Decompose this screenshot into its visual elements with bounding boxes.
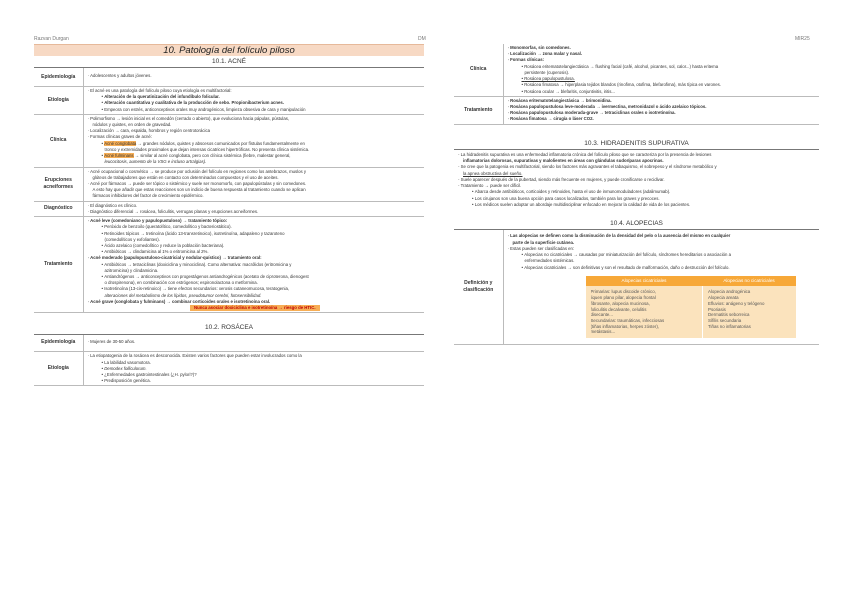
- text-line: - La etiopatogenia de la rosácea es desconocida. Existen varios factores que pueden estar involucrados como la: [88, 353, 423, 359]
- text-line: - Polimorfismo → lesión inicial es el comedón (cerrado o abierto), que evoluciona hacia pápulas, pústulas,: [88, 116, 423, 122]
- text-line: - Se cree que la patogenia es multifactorial, siendo los factores más agravantes el tabaquismo, el sobrepeso y el síndrome metabólico y: [458, 164, 819, 170]
- text-line: - El diagnóstico es clínico.: [88, 203, 423, 209]
- list-item: • Antibióticos → clindamicina al 1% o eritromicina al 2%.: [88, 249, 423, 255]
- text-line: persistente (cuperosis).: [524, 69, 570, 75]
- acne-row-diagnostico: [34, 201, 424, 216]
- list-item: • Alopecias no cicatriciales → causadas por miniaturización del folículo, síndromes hereditarios o asociación a: [508, 252, 818, 258]
- text-line: - Rosácea papulopustulosa moderada-grave → tetraciclinas orales o isotretinoína.: [508, 110, 818, 116]
- acne-row-erupciones: [34, 167, 424, 201]
- text-line: - Localización → cara, espalda, hombros y región centrotorácica: [88, 128, 423, 134]
- row-label: Erupciones acneiformes: [34, 167, 83, 201]
- text-line: o drospirenona), en combinación con estrógenos; espironolactona o metformina.: [104, 280, 258, 286]
- list-item: • Demodex folliculorum.: [88, 366, 423, 372]
- list-item: • Retinoides tópicos → tretinoína (ácido 13-transretinoico), isotretinoína, adapaleno y tazaroteno: [88, 231, 423, 237]
- text-line: - La hidradenitis supurativa es una enfermedad inflamatoria crónica del folículo piloso que se caracteriza por la presencia de lesiones: [458, 152, 819, 158]
- row-label: Tratamiento: [34, 217, 83, 313]
- rosacea-continued-table: [454, 44, 819, 125]
- list-item: • Antibióticos → tetraciclinas (doxiciclina y minociclina). Como alternativa: macrólidos (eritromicina y: [88, 262, 423, 268]
- list-item: • Acné fulminans → similar al acné conglobata, pero con clínica sistémica (fiebre, malestar general,: [88, 153, 423, 159]
- text-line: enfermedades sistémicas.: [524, 258, 575, 264]
- list-item: • Isotretinoína (13-cis-retinoico) → tiene efectos secundarios: xerosis cutaneomucosa, teratogenia,: [88, 286, 423, 292]
- text-line: - Suele aparecer después de la pubertad, siendo más frecuente en mujeres, y puede cronificarse o recidivar.: [458, 177, 819, 183]
- text-line: - Rosácea fimatosa → cirugía o láser CO2.: [508, 116, 818, 122]
- list-item: • Los médicos suelen adoptar un abordaje multidisciplinar enfocado en mejorar la calidad de vida de los pacientes.: [458, 202, 819, 208]
- row-label: Etiología: [34, 352, 83, 386]
- text-line: - Monomorfas, sin comedones.: [508, 45, 818, 51]
- text-line: tronco y extremidades proximales que dejan intensas cicatrices hipertróficas. No presenta clínica sistémica.: [104, 146, 310, 152]
- acne-title: 10.1. ACNÉ: [34, 56, 424, 68]
- text-line: - Rosácea papulopustulosa leve-moderada → ivermectina, metronidazol o ácido azelaico tópicos.: [508, 104, 818, 110]
- text-line: nódulos y quistes, en orden de gravedad.: [92, 122, 172, 128]
- list-item: • ¿Enfermedades gastrointestinales (¿H. pylori?)?: [88, 372, 423, 378]
- highlight: Acné fulminans: [104, 153, 134, 159]
- left-page: [34, 44, 424, 386]
- row-label: Tratamiento: [454, 96, 503, 124]
- text-line: alteraciones del metabolismo de los lípidos, pseudotumor cerebri, fotosensibilidad.: [104, 292, 262, 298]
- text-line: - Adolescentes y adultos jóvenes.: [88, 73, 423, 79]
- text-line: A esto hay que añadir que estas reacciones son un indicio de buena respuesta al tratamiento cuando se aplican: [92, 187, 306, 193]
- alopecias-title: 10.4. ALOPECIAS: [454, 218, 819, 230]
- list-item: • Rosácea eritematotelangiectásica → flushing facial (café, alcohol, picantes, sol, calor...) hasta eritema: [508, 64, 818, 70]
- page-header-code: DM: [418, 36, 426, 42]
- text-line: - Tratamiento → puede ser difícil.: [458, 183, 819, 189]
- list-item: • Acné conglobata → grandes nódulos, quistes y abscesos comunicados por fístulas fundamentalmente en: [88, 141, 423, 147]
- acne-row-tratamiento: [34, 217, 424, 313]
- text-line: - Formas clínicas:: [508, 57, 818, 63]
- list-item: • Alopecias cicatriciales → son definitivas y son el resultado de malformación, daño o destrucción del folículo.: [508, 265, 818, 271]
- text-line: parte de la superficie cutánea.: [512, 239, 575, 245]
- acne-row-etiologia: [34, 86, 424, 114]
- list-item: • Abarca desde antibióticos, corticoides y retinoides, hasta el uso de inmunomoduladores (adalimumab).: [458, 189, 819, 195]
- warning-box: Nunca asociar doxiciclina e isotretinoína → riesgo de HTIC.: [190, 305, 320, 311]
- text-line: fármacos inhibidores del factor de crecimiento epidérmico.: [92, 193, 204, 199]
- row-label: Etiología: [34, 86, 83, 114]
- text-line: - Rosácea eritematotelangiectásica → brimonidina.: [508, 98, 818, 104]
- text-line: - Acné ocupacional o cosmético → se produce por oclusión del folículo en regiones como los antebrazos, muslos y: [88, 169, 423, 175]
- right-page: [454, 44, 819, 345]
- rosacea-row-epidemiologia: [34, 335, 424, 352]
- rosacea-row-clinica: [454, 44, 819, 96]
- alopecias-table: [454, 230, 819, 345]
- page-header-author: Razvan Durgan: [34, 36, 69, 42]
- list-item: • Peróxido de benzoilo (queratolítico, comedolítico y bacteriostático).: [88, 224, 423, 230]
- text-line: - Acné por fármacos → puede ser tópico o sistémico y suele ser monomorfo, con papulopústulas y sin comedones.: [88, 181, 423, 187]
- text-line: - Diagnóstico diferencial → rosácea, foliculitis, verrugas planas y erupciones acneiformes.: [88, 209, 423, 215]
- row-label: Clínica: [34, 114, 83, 167]
- text-line: - Localización → zona malar y nasal.: [508, 51, 818, 57]
- table-cell: Alopecia androgénica Alopecia areata Efluvios: anágeno y telógeno Psoriasis Dermatitis seborreica Sífilis secundaria Tiñas no inflamatorias: [703, 286, 796, 338]
- list-item: • Empeora con estrés, anticonceptivos orales muy androgénicos, limpieza obsesiva de cara y manipulación: [88, 107, 423, 113]
- text-line: - Formas clínicas graves de acné:: [88, 134, 423, 140]
- section-title: 10. Patología del folículo piloso: [34, 44, 424, 56]
- table-header: Alopecias cicatriciales: [586, 276, 703, 287]
- alopecias-classification-table: [586, 276, 796, 338]
- text-line: - Las alopecias se definen como la disminución de la densidad del pelo o la ausencia del mismo en cualquier: [508, 233, 818, 239]
- hidradenitis-title: 10.3. HIDRADENITIS SUPURATIVA: [454, 138, 819, 150]
- list-item: • Rosácea fimatosa → hiperplasia tejidos blandos (rinofima, otofima, blefarofima), más típica en varones.: [508, 82, 818, 88]
- rosacea-row-tratamiento: [454, 96, 819, 124]
- list-item: • Ácido azelaico (comedolítico y reduce la población bacteriana).: [88, 243, 423, 249]
- text-line: glúteos de trabajadores que están en contacto con determinados compuestos y el uso de aceites.: [92, 174, 279, 180]
- text-line: (comedolíticos y exfoliantes).: [104, 236, 160, 242]
- acne-row-epidemiologia: [34, 68, 424, 86]
- list-item: • Rosácea ocular → blefaritis, conjuntivitis, iritis...: [508, 89, 818, 95]
- rosacea-table: [34, 335, 424, 387]
- text-line: - Acné grave (conglobata y fulminans) → combinar corticoides orales e isotretinoína oral.: [88, 299, 423, 305]
- text-line: inflamatorias dolorosas, supurativas y malolientes en áreas con glándulas sudoríparas apocrinas.: [463, 158, 664, 164]
- alopecias-row-definicion: [454, 230, 819, 344]
- row-label: Epidemiología: [34, 68, 83, 86]
- row-label: Epidemiología: [34, 335, 83, 352]
- text-line: - Acné leve (comedoniano y papulopustuloso) → tratamiento tópico:: [88, 218, 423, 224]
- acne-row-clinica: [34, 114, 424, 167]
- table-cell: Primarias: lupus discoide crónico, liquen plano pilar, alopecia frontal fibrosante, alopecia mucinosa, foliculitis decalvante, celulitis disecante... Secundarias: traumáticas, infecciosas (tiñas inflamatorias, herpes zóster), metástasis...: [586, 286, 703, 338]
- list-item: • Los cirujanos son una buena opción para casos localizados, también para los graves y precoces.: [458, 196, 819, 202]
- list-item: • Rosácea papulopustulosa.: [508, 76, 818, 82]
- row-label: Clínica: [454, 44, 503, 96]
- table-header: Alopecias no cicatriciales: [703, 276, 796, 287]
- acne-table: [34, 68, 424, 313]
- text-line: leucocitosis, aumento de la VSG e incluso artralgias).: [104, 159, 207, 165]
- text-line: - Mujeres de 30-50 años.: [88, 339, 423, 345]
- row-label: Definición y clasificación: [454, 230, 503, 344]
- rosacea-row-etiologia: [34, 352, 424, 386]
- hidradenitis-body: [454, 150, 819, 210]
- row-label: Diagnóstico: [34, 201, 83, 216]
- text-line: - El acné es una patología del folículo piloso cuya etiología es multifactorial:: [88, 88, 423, 94]
- rosacea-title: 10.2. ROSÁCEA: [34, 322, 424, 334]
- list-item: • Antiandrógenos → anticonceptivos con progestágenos antiandrogénicos (acetato de ciproterona, dienogest: [88, 274, 423, 280]
- list-item: • Alteración cuantitativa y cualitativa de la producción de sebo. Propionibacterium acnes.: [88, 100, 423, 106]
- text-line: - Estas pueden ser clasificadas en:: [508, 246, 818, 252]
- list-item: • Predisposición genética.: [88, 378, 423, 384]
- list-item: • La labilidad vasomotora.: [88, 360, 423, 366]
- page-header-edition: MIR25: [795, 36, 810, 42]
- text-line: la apnea obstructiva del sueño.: [463, 170, 523, 176]
- text-line: - Acné moderado (papulopustuloso-cicatricial y nodular-quístico) → tratamiento oral:: [88, 255, 423, 261]
- list-item: • Alteración de la queratinización del infundíbulo folicular.: [88, 94, 423, 100]
- highlight: Acné conglobata: [104, 140, 137, 146]
- text-line: azitromicina) y clindamicina.: [104, 267, 159, 273]
